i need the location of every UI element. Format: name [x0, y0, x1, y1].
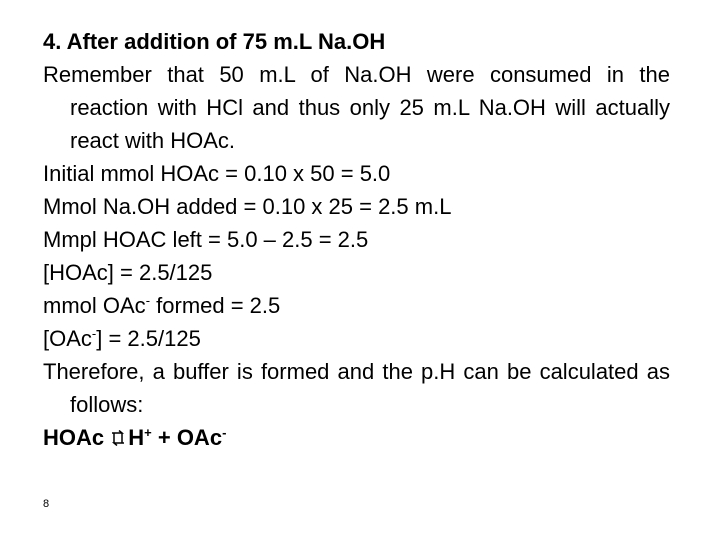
oac-formed-suffix: formed = 2.5: [150, 293, 281, 318]
equation-plus: +: [151, 425, 177, 450]
line-oac-concentration: [43, 322, 670, 355]
equation-h-charge: +: [144, 425, 152, 440]
equation-oac-ion: OAc: [176, 425, 223, 450]
line-hoac-left: Mmpl HOAC left = 5.0 – 2.5 = 2.5: [43, 227, 369, 252]
equilibrium-arrow-icon: [110, 422, 126, 438]
slide-content: [43, 25, 670, 454]
line-oac-formed: [43, 289, 670, 322]
paragraph-remember: Remember that 50 m.L of Na.OH were consumed in the reaction with HCl and thus only 25 m.L Na.OH will actually react with HOAc.: [43, 62, 670, 153]
oac-conc-charge: -: [91, 326, 97, 341]
oac-conc-suffix: ] = 2.5/125: [96, 326, 201, 351]
equation-h-ion: H: [128, 425, 145, 450]
line-hoac-concentration: [HOAc] = 2.5/125: [43, 260, 213, 285]
line-naoh-added: Mmol Na.OH added = 0.10 x 25 = 2.5 m.L: [43, 194, 452, 219]
oac-conc-prefix: [OAc: [43, 326, 92, 351]
oac-formed-charge: -: [145, 293, 151, 308]
slide-heading: 4. After addition of 75 m.L Na.OH: [43, 29, 386, 54]
page-number: 8: [43, 498, 50, 510]
line-initial-mmol: Initial mmol HOAc = 0.10 x 50 = 5.0: [43, 161, 391, 186]
equation-hoac: HOAc: [43, 425, 105, 450]
equation-oac-charge: -: [222, 425, 227, 440]
equilibrium-equation: [43, 421, 670, 454]
paragraph-therefore: Therefore, a buffer is formed and the p.H can be calculated as follows:: [43, 359, 670, 417]
oac-formed-prefix: mmol OAc: [43, 293, 146, 318]
